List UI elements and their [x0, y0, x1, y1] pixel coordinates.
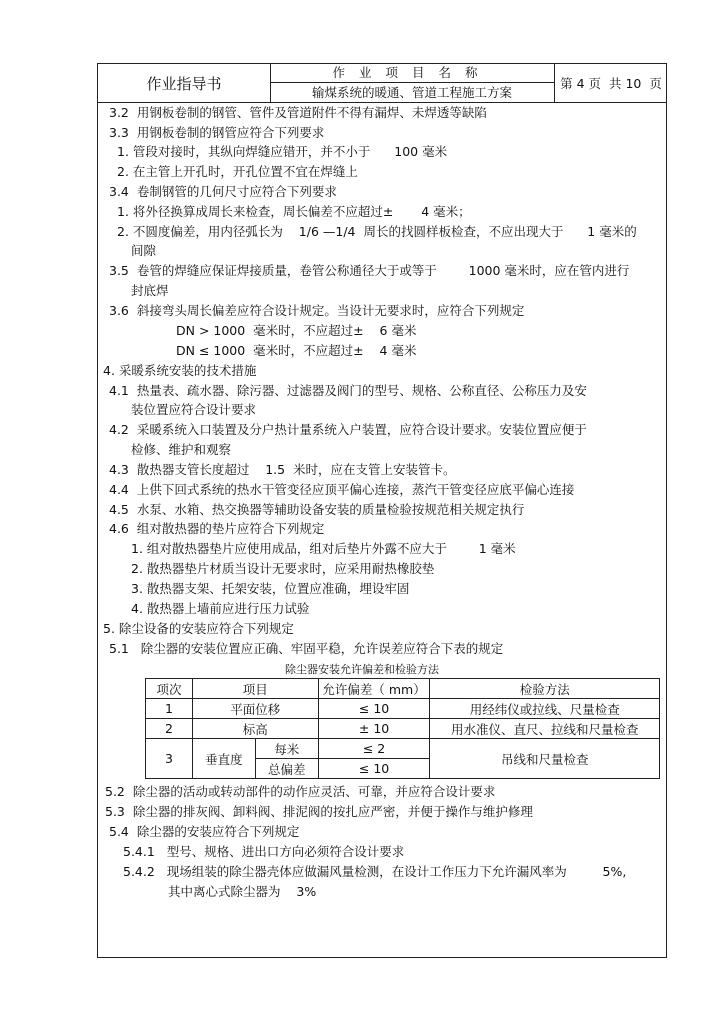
- text-line: 4.1 热量表、疏水器、除污器、过滤器及阀门的型号、规格、公称直径、公称压力及安: [109, 383, 587, 398]
- table-cell: 1: [146, 699, 193, 719]
- project-label: 作业项目名称: [270, 64, 554, 83]
- section-heading: 5. 除尘设备的安装应符合下列规定: [103, 621, 294, 636]
- text-line: 5.4.2 现场组装的除尘器壳体应做漏风量检测，在设计工作压力下允许漏风率为 5%,: [123, 864, 627, 879]
- table-cell: ± 10: [318, 719, 430, 739]
- text-line: 5.4.1 型号、规格、进出口方向必须符合设计要求: [123, 844, 405, 859]
- text-line: 3.4 卷制钢管的几何尺寸应符合下列要求: [109, 184, 337, 199]
- doc-type: 作业指导书: [98, 64, 271, 102]
- text-line: 封底焊: [131, 283, 169, 298]
- table-cell: 总偏差: [255, 759, 318, 779]
- text-line: 4.5 水泵、水箱、热交换器等辅助设备安装的质量检验按规范相关规定执行: [109, 502, 525, 517]
- text-line: 4.4 上供下回式系统的热水干管变径应顶平偏心连接，蒸汽干管变径应底平偏心连接: [109, 482, 575, 497]
- table-cell: 标高: [192, 719, 318, 739]
- text-line: 5.1 除尘器的安装位置应正确、牢固平稳，允许误差应符合下表的规定: [109, 641, 504, 656]
- text-line: 4.2 采暖系统入口装置及分户热计量系统入户装置，应符合设计要求。安装位置应便于: [109, 422, 587, 437]
- text-line: 3.6 斜接弯头周长偏差应符合设计规定。当设计无要求时，应符合下列规定: [109, 303, 525, 318]
- text-line: 1. 管段对接时，其纵向焊缝应错开，并不小于 100 毫米: [117, 144, 448, 159]
- text-line: 3. 散热器支架、托架安装，位置应准确，埋设牢固: [131, 581, 410, 596]
- table-row: [146, 739, 660, 759]
- table-header-cell: 项目: [192, 679, 318, 699]
- table-cell: 平面位移: [192, 699, 318, 719]
- table-header-cell: 允许偏差（ mm）: [318, 679, 430, 699]
- text-line: DN > 1000 毫米时，不应超过± 6 毫米: [176, 323, 417, 338]
- text-line: 检修、维护和观察: [131, 442, 232, 457]
- text-line: 1. 将外径换算成周长来检查，周长偏差不应超过± 4 毫米；: [117, 204, 471, 219]
- text-line: 5.3 除尘器的排灰阀、卸料阀、排泥阀的按扎应严密，并便于操作与维护修理: [105, 804, 533, 819]
- table-cell: 用水准仪、直尺、拉线和尺量检查: [430, 719, 660, 739]
- text-line: DN ≤ 1000 毫米时，不应超过± 4 毫米: [176, 343, 417, 358]
- text-line: 3.2 用钢板卷制的钢管、管件及管道附件不得有漏焊、未焊透等缺陷: [109, 105, 487, 120]
- text-line: 3.5 卷管的焊缝应保证焊接质量，卷管公称通径大于或等于 1000 毫米时，应在管内进行: [109, 263, 630, 278]
- page-info: 第 4 页 共 10 页: [554, 64, 667, 102]
- tolerance-table: [145, 678, 660, 779]
- text-line: 5.4 除尘器的安装应符合下列规定: [109, 824, 300, 839]
- table-header-cell: 项次: [146, 679, 193, 699]
- text-line: 2. 不圆度偏差，用内径弧长为 1/6 —1/4 周长的找圆样板检查，不应出现大于 1 毫米的: [117, 224, 637, 239]
- table-cell: 用经纬仪或拉线、尺量检查: [430, 699, 660, 719]
- table-cell: 吊线和尺量检查: [430, 739, 660, 779]
- text-line: 装位置应符合设计要求: [131, 402, 257, 417]
- table-row: [146, 719, 660, 739]
- text-line: 4. 散热器上墙前应进行压力试验: [131, 601, 310, 616]
- section-heading: 4. 采暖系统安装的技术措施: [103, 363, 257, 378]
- text-line: 5.2 除尘器的活动或转动部件的动作应灵活、可靠，并应符合设计要求: [105, 784, 496, 799]
- text-line: 1. 组对散热器垫片应使用成品，组对后垫片外露不应大于 1 毫米: [131, 541, 516, 556]
- table-caption: 除尘器安装允许偏差和检验方法: [285, 663, 439, 676]
- text-line: 其中离心式除尘器为 3%: [168, 884, 317, 899]
- table-row: [146, 699, 660, 719]
- text-line: 4.6 组对散热器的垫片应符合下列规定: [109, 521, 325, 536]
- text-line: 4.3 散热器支管长度超过 1.5 米时，应在支管上安装管卡。: [109, 462, 456, 477]
- header-table: [98, 64, 666, 103]
- table-cell: ≤ 10: [318, 759, 430, 779]
- project-name: 输煤系统的暖通、管道工程施工方案: [311, 85, 512, 100]
- table-cell: ≤ 2: [318, 739, 430, 759]
- table-header-cell: 检验方法: [430, 679, 660, 699]
- table-cell: 每米: [255, 739, 318, 759]
- table-cell: 垂直度: [192, 739, 255, 779]
- text-line: 2. 散热器垫片材质当设计无要求时，应采用耐热橡胶垫: [131, 561, 435, 576]
- table-cell: 3: [146, 739, 193, 779]
- text-line: 2. 在主管上开孔时，开孔位置不宜在焊缝上: [117, 164, 358, 179]
- text-line: 3.3 用钢板卷制的钢管应符合下列要求: [109, 125, 325, 140]
- table-cell: 2: [146, 719, 193, 739]
- table-cell: ≤ 10: [318, 699, 430, 719]
- text-line: 间隙: [131, 243, 157, 258]
- table-header-row: [146, 679, 660, 699]
